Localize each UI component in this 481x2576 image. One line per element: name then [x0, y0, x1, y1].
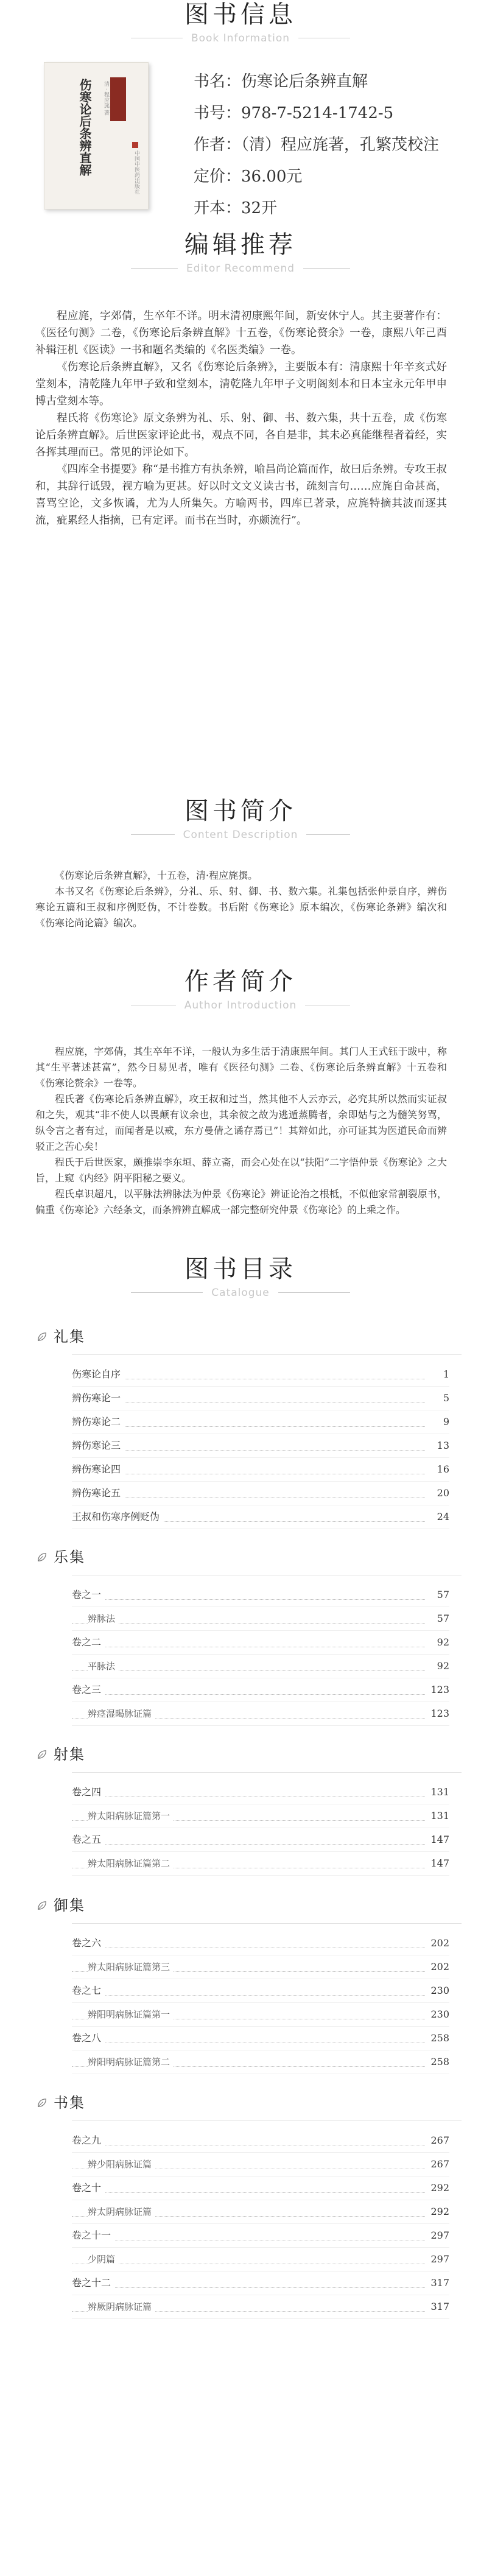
book-cover-image: [44, 62, 149, 209]
author-intro-title: 作者简介: [184, 968, 297, 996]
catalogue-entry-title: 辨阳明病脉证篇第二: [88, 2050, 174, 2074]
catalogue-entry: [72, 1852, 449, 1876]
catalogue-entry: [72, 2248, 449, 2272]
catalogue-entry: [72, 2295, 449, 2319]
dot-leader: [72, 1995, 425, 1996]
content-description-header: [0, 797, 481, 843]
catalogue-entries: [72, 1363, 449, 1529]
dot-leader: [72, 1426, 425, 1427]
book-info-subtitle: Book Information: [183, 30, 298, 46]
catalogue-entry-title: 辨厥阴病脉证篇: [88, 2295, 155, 2318]
isbn-field: 书号：978-7-5214-1742-5: [194, 104, 394, 122]
catalogue-entry-title: 辨伤寒论五: [72, 1482, 124, 1505]
catalogue-entry: [72, 2224, 449, 2248]
cover-publisher: 中国中医药出版社: [133, 150, 139, 194]
catalogue-entry-page: 297: [427, 2224, 449, 2247]
cover-author: 清 · 程应旄 著: [103, 81, 109, 116]
author-intro-header: [0, 967, 481, 1013]
paragraph: 《伤寒论后条辨直解》，十五卷，清·程应旄撰。: [55, 870, 258, 881]
catalogue-entry-page: 16: [434, 1458, 449, 1481]
catalogue-entry: [72, 2050, 449, 2074]
catalogue-entry-page: 230: [427, 2003, 449, 2026]
catalogue-entry: [72, 1828, 449, 1852]
book-info-fields: [194, 66, 462, 224]
price-field: 定价：36.00元: [194, 167, 303, 186]
catalogue-entry: [72, 1702, 449, 1726]
dot-leader: [72, 1844, 425, 1845]
catalogue-entry-page: 202: [427, 1932, 449, 1955]
catalogue-entry-title: 辨伤寒论二: [72, 1410, 124, 1434]
catalogue-entry-title: 辨太阳病脉证篇第三: [88, 1955, 174, 1979]
leaf-icon: [37, 2097, 47, 2108]
book-info-header: [0, 0, 481, 46]
catalogue-entry-page: 267: [427, 2153, 449, 2176]
catalogue-entry-title: 卷之四: [72, 1781, 105, 1804]
catalogue-header: [0, 1255, 481, 1301]
paragraph: 程应旄，字郊倩，其生卒年不详，一般认为多生活于清康熙年间。其门人王式钰于跋中，称其“生平著述甚富”，然今日易见者，唯有《医径句测》二卷、《伤寒论后条辨直解》十五卷和《伤寒论赘余》一卷等。: [35, 1046, 447, 1089]
catalogue-entry-title: 卷之一: [72, 1583, 105, 1606]
catalogue-entry-page: 292: [427, 2200, 449, 2223]
catalogue-entry: [72, 1631, 449, 1655]
content-description-subtitle: Content Description: [175, 827, 307, 843]
catalogue-entry: [72, 1505, 449, 1529]
catalogue-entry: [72, 2027, 449, 2050]
book-info-block: [0, 55, 481, 217]
catalogue-entry: [72, 1482, 449, 1505]
catalogue-group-title: 礼集: [54, 1328, 85, 1345]
catalogue-entry: [72, 1583, 449, 1607]
catalogue-entry-title: 卷之八: [72, 2027, 105, 2050]
catalogue-group-title: 射集: [54, 1746, 85, 1763]
paragraph: 《伤寒论后条辨直解》，又名《伤寒论后条辨》，主要版本有：清康熙十年辛亥式好堂刻本，清乾隆九年甲子致和堂刻本，清乾隆九年甲子文明阁刻本和日本宝永元年甲申博古堂刻本等。: [35, 361, 447, 407]
catalogue-entry: [72, 1979, 449, 2003]
paragraph: 程氏于后世医家，颇推崇李东垣、薛立斋，而会心处在以“扶阳”二字悟仲景《伤寒论》之大旨，上窥《内经》阴平阳秘之要义。: [35, 1156, 447, 1184]
catalogue-entry-page: 317: [427, 2295, 449, 2318]
author-intro-subtitle: Author Introduction: [176, 998, 306, 1013]
catalogue-entry-page: 258: [427, 2050, 449, 2074]
catalogue-entry: [72, 1955, 449, 1979]
catalogue-entry-title: 卷之三: [72, 1678, 105, 1701]
leaf-icon: [37, 1331, 47, 1342]
catalogue-entry-page: 57: [434, 1583, 449, 1606]
group-divider: [72, 2120, 462, 2121]
catalogue-entry: [72, 1781, 449, 1804]
catalogue-entry-title: 平脉法: [88, 1655, 119, 1678]
catalogue-entry-title: 王叔和伤寒序例贬伪: [72, 1505, 163, 1529]
catalogue-entry-page: 267: [427, 2129, 449, 2152]
catalogue-entry-page: 131: [427, 1804, 449, 1828]
dot-leader: [72, 1497, 425, 1498]
catalogue-entry-title: 卷之五: [72, 1828, 105, 1851]
catalogue-entries: [72, 1583, 449, 1726]
format-field: 开本：32开: [194, 199, 278, 217]
catalogue-entry-title: 辨伤寒论三: [72, 1434, 124, 1457]
catalogue-entry-page: 202: [427, 1955, 449, 1979]
content-description-text: [35, 868, 447, 931]
catalogue-entry-page: 92: [434, 1631, 449, 1654]
cover-band: [110, 77, 126, 121]
catalogue-entry: [72, 1387, 449, 1410]
dot-leader: [72, 1694, 425, 1695]
dot-leader: [72, 2287, 425, 2288]
dot-leader: [72, 1402, 425, 1403]
catalogue-entries: [72, 1781, 449, 1876]
catalogue-entry-page: 230: [427, 1979, 449, 2002]
catalogue-group-title: 乐集: [54, 1549, 85, 1566]
catalogue-entries: [72, 2129, 449, 2319]
dot-leader: [72, 1450, 425, 1451]
catalogue-entry-page: 292: [427, 2177, 449, 2200]
catalogue-entry: [72, 1607, 449, 1631]
paragraph: 程氏将《伤寒论》原文条辨为礼、乐、射、御、书、数六集，共十五卷，成《伤寒论后条辨直解》。后世医家评论此书，观点不同，各自是非，其未必真能继程者着经，实各挥其理而已。常见的评论如下。: [35, 412, 447, 459]
catalogue-entry-title: 辨太阳病脉证篇第一: [88, 1804, 174, 1828]
catalogue-entry-title: 辨伤寒论四: [72, 1458, 124, 1481]
catalogue-entry-title: 辨脉法: [88, 1607, 119, 1630]
editor-recommend-title: 编辑推荐: [184, 231, 297, 259]
catalogue-entries: [72, 1932, 449, 2074]
editor-recommend-subtitle: Editor Recommend: [178, 261, 303, 276]
catalogue-entry-page: 13: [434, 1434, 449, 1457]
catalogue-entry-title: 辨少阳病脉证篇: [88, 2153, 155, 2176]
catalogue-entry: [72, 2003, 449, 2027]
cover-seal: [132, 142, 138, 148]
group-divider: [72, 1354, 462, 1355]
catalogue-entry-title: 卷之七: [72, 1979, 105, 2002]
catalogue-entry-title: 卷之二: [72, 1631, 105, 1654]
dot-leader: [72, 1623, 425, 1624]
catalogue-entry-title: 卷之十二: [72, 2272, 114, 2295]
catalogue-subtitle: Catalogue: [203, 1285, 278, 1301]
catalogue-entry-page: 92: [434, 1655, 449, 1678]
catalogue-entry-title: 辨太阴病脉证篇: [88, 2200, 155, 2223]
catalogue-entry-title: 卷之十一: [72, 2224, 114, 2247]
paragraph: 《四库全书提要》称“是书推方有执条辨，喻昌尚论篇而作，故曰后条辨。专攻王叔和，其辞行诋毁，视方喻为更甚。好以时文文义读古书，疏刻言句……应旄自命甚高，喜骂空论，文多恢谲，尤为人所集矢。方喻两书，四库已著录，应旄特摘其波而逐其流，疵累经人指摘，已有定评。而书在当时，亦颇流行”。: [35, 463, 447, 527]
catalogue-entry: [72, 1655, 449, 1678]
editor-recommend-header: [0, 230, 481, 276]
catalogue-entry-page: 258: [427, 2027, 449, 2050]
book-info-title: 图书信息: [184, 1, 297, 29]
catalogue-entry: [72, 1410, 449, 1434]
catalogue-entry: [72, 1932, 449, 1955]
catalogue-entry-title: 辨痉湿暍脉证篇: [88, 1702, 155, 1725]
catalogue-entry-page: 317: [427, 2272, 449, 2295]
catalogue-entry: [72, 2153, 449, 2177]
dot-leader: [72, 1670, 425, 1671]
catalogue-entry: [72, 2272, 449, 2295]
cover-title: 伤寒论后条辨直解: [77, 79, 92, 176]
catalogue-entry-page: 123: [427, 1678, 449, 1701]
catalogue-entry: [72, 2200, 449, 2224]
paragraph: 程氏卓识超凡，以平脉法辨脉法为仲景《伤寒论》辨证论治之根柢，不似他家常割裂原书，偏重《伤寒论》六经条文，而条辨辨直解成一部完整研究仲景《伤寒论》的上乘之作。: [35, 1188, 447, 1216]
catalogue-entry: [72, 1363, 449, 1387]
catalogue-entry: [72, 1434, 449, 1458]
dot-leader: [72, 2192, 425, 2193]
catalogue-entry-page: 123: [427, 1702, 449, 1725]
leaf-icon: [37, 1749, 47, 1760]
paragraph: 本书又名《伤寒论后条辨》，分礼、乐、射、御、书、数六集。礼集包括张仲景自序，辨伤寒论五篇和王叔和序例贬伪，不计卷数。书后附《伤寒论》原本编次，《伤寒论条辨》编次和《伤寒论尚论篇》编次。: [35, 885, 447, 929]
catalogue-entry-page: 147: [427, 1852, 449, 1875]
editor-recommend-text: [35, 308, 447, 529]
catalogue-entry-title: 卷之六: [72, 1932, 105, 1955]
content-description-title: 图书简介: [184, 797, 297, 825]
catalogue-entry: [72, 2177, 449, 2200]
group-divider: [72, 1923, 462, 1924]
catalogue-entry-page: 24: [434, 1505, 449, 1529]
catalogue-entry-page: 20: [434, 1482, 449, 1505]
catalogue-entry: [72, 1804, 449, 1828]
catalogue-entry: [72, 1678, 449, 1702]
author-intro-text: [35, 1044, 447, 1218]
catalogue-entry: [72, 1458, 449, 1482]
catalogue-entry-page: 57: [434, 1607, 449, 1630]
dot-leader: [72, 1599, 425, 1600]
catalogue-entry-title: 少阴篇: [88, 2248, 119, 2271]
catalogue-entry-page: 297: [427, 2248, 449, 2271]
catalogue-entry-title: 卷之九: [72, 2129, 105, 2152]
catalogue-entry-title: 卷之十: [72, 2177, 105, 2200]
catalogue-entry-title: 辨阳明病脉证篇第一: [88, 2003, 174, 2026]
catalogue-entry-page: 5: [440, 1387, 449, 1410]
book-title-field: 书名：伤寒论后条辨直解: [194, 72, 368, 91]
leaf-icon: [37, 1552, 47, 1563]
catalogue-entry-title: 伤寒论自序: [72, 1363, 124, 1386]
group-divider: [72, 1772, 462, 1773]
catalogue-group-title: 书集: [54, 2094, 85, 2111]
catalogue-group-title: 御集: [54, 1897, 85, 1914]
catalogue-entry-page: 1: [440, 1363, 449, 1386]
catalogue-title: 图书目录: [184, 1255, 297, 1283]
catalogue-entry-page: 131: [427, 1781, 449, 1804]
catalogue-entry: [72, 2129, 449, 2153]
catalogue-entry-page: 9: [440, 1410, 449, 1434]
catalogue-entry-title: 辨太阳病脉证篇第二: [88, 1852, 174, 1875]
paragraph: 程应旄，字郊倩，生卒年不详。明末清初康熙年间，新安休宁人。其主要著作有：《医径句测》二卷，《伤寒论后条辨直解》十五卷，《伤寒论赘余》一卷，康熙八年己酉补辑汪机《医读》一书和题名类编的《名医类编》一卷。: [35, 310, 447, 356]
catalogue-entry-page: 147: [427, 1828, 449, 1851]
leaf-icon: [37, 1900, 47, 1911]
author-field: 作者：（清）程应旄著，孔繁茂校注: [194, 136, 440, 154]
paragraph: 程氏著《伤寒论后条辨直解》，攻王叔和过当，然其他不人云亦云，必究其所以然而实证叔和之失，观其“非不使人以畏颠有议余也，其余彼之故为逃遁蒸腾者，余即姑与之为髓笑努骂，纵令言之者有过，而闻者是以戒，东方曼倩之谲存焉已”！其辩如此，亦可证其为医道民命而辨驳正之苦心矣！: [35, 1093, 447, 1152]
catalogue-entry-title: 辨伤寒论一: [72, 1387, 124, 1410]
